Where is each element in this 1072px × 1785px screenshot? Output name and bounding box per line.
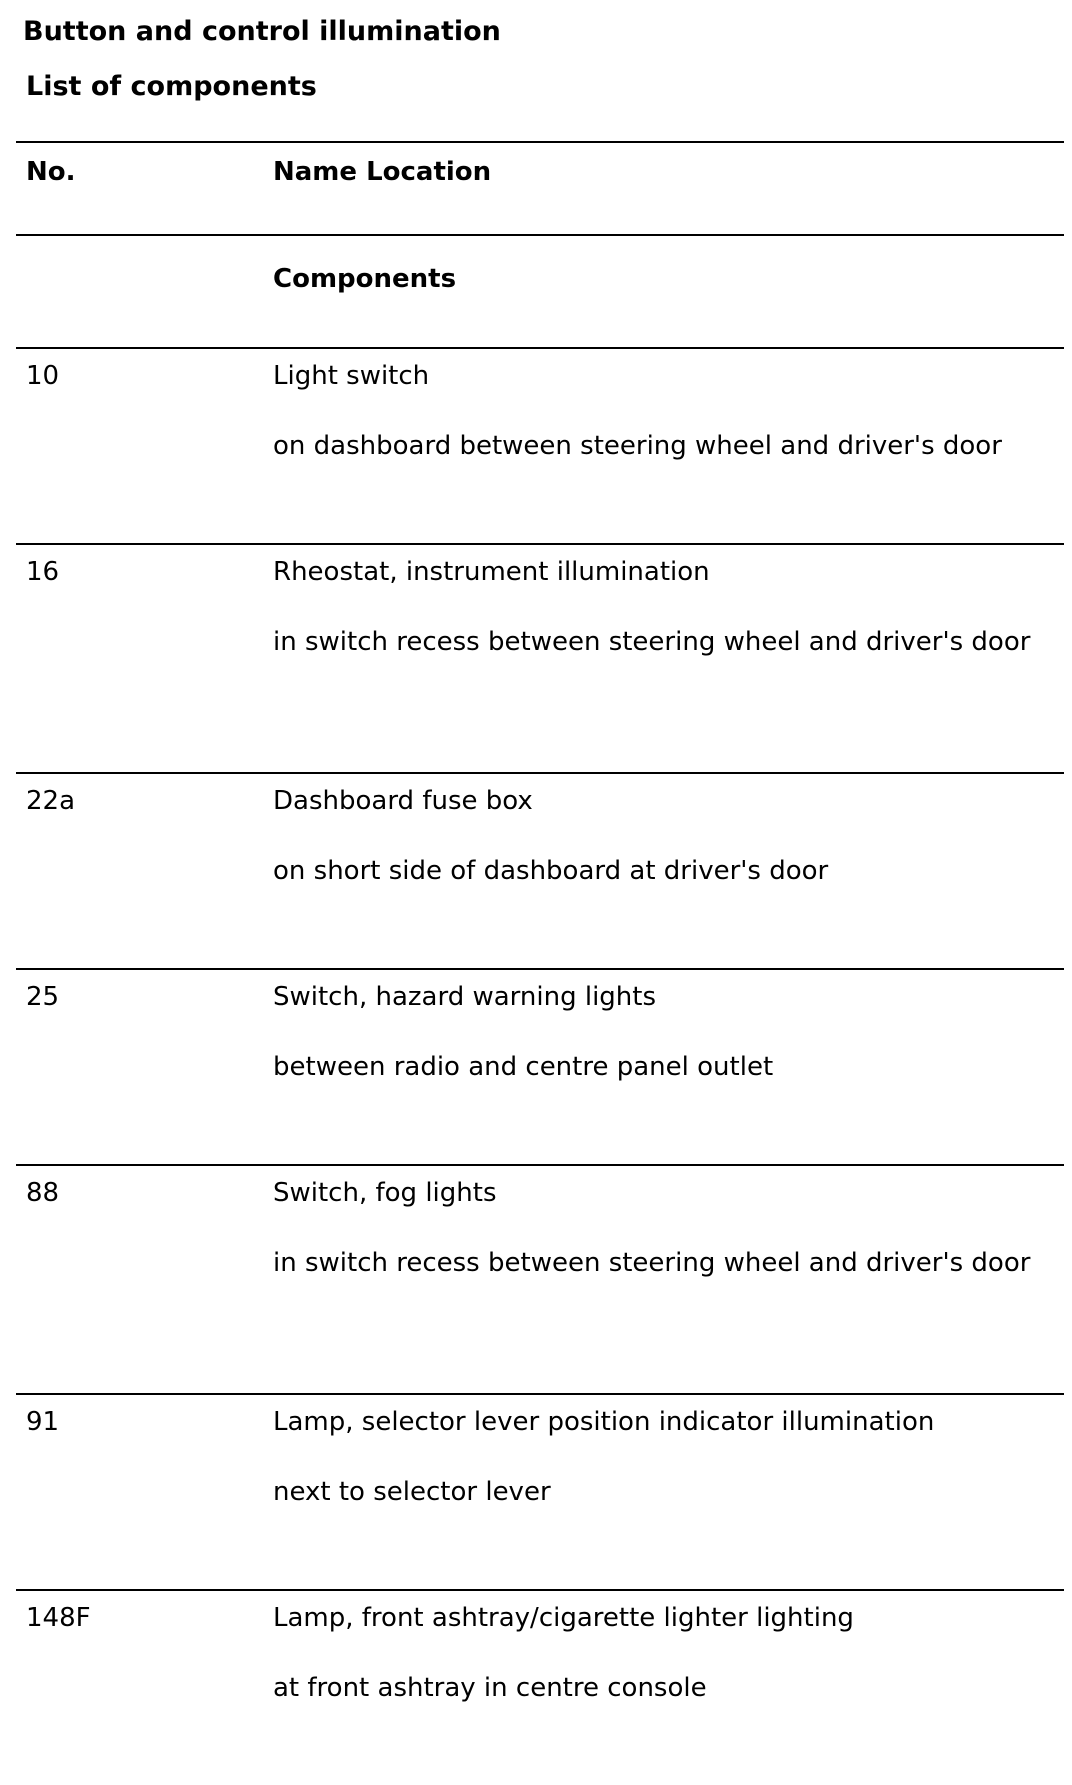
section-row [16,234,1064,347]
component-name: Switch, fog lights [273,1178,497,1208]
table-row [16,1164,1064,1393]
component-details [273,1176,1068,1280]
component-details [273,359,1068,463]
component-details [273,784,1068,888]
component-location: in switch recess between steering wheel and driver's door [273,627,1031,657]
component-location: in switch recess between steering wheel and driver's door [273,1248,1031,1278]
page-title: Button and control illumination [23,16,501,47]
component-details [273,980,1068,1084]
header-no: No. [26,157,76,187]
component-location: at front ashtray in centre console [273,1673,707,1703]
component-name: Dashboard fuse box [273,786,533,816]
component-name: Light switch [273,361,430,391]
table-row [16,347,1064,543]
table-row [16,1589,1064,1785]
table-row [16,968,1064,1164]
component-number: 10 [26,361,60,391]
table-header-row [16,141,1064,234]
page-subtitle: List of components [26,71,317,102]
component-location: next to selector lever [273,1477,551,1507]
components-table [16,141,1064,1785]
component-number: 88 [26,1178,60,1208]
component-details [273,555,1068,659]
component-details [273,1405,1068,1509]
header-name-location: Name Location [273,157,492,187]
component-name: Lamp, front ashtray/cigarette lighter lighting [273,1603,854,1633]
table-row [16,772,1064,968]
component-number: 148F [26,1603,91,1633]
component-number: 91 [26,1407,60,1437]
component-name: Switch, hazard warning lights [273,982,657,1012]
component-location: on dashboard between steering wheel and driver's door [273,431,1002,461]
table-row [16,543,1064,772]
component-name: Lamp, selector lever position indicator illumination [273,1407,935,1437]
component-details [273,1601,1068,1705]
component-number: 25 [26,982,60,1012]
component-name: Rheostat, instrument illumination [273,557,710,587]
component-number: 16 [26,557,60,587]
component-location: between radio and centre panel outlet [273,1052,774,1082]
table-row [16,1393,1064,1589]
component-location: on short side of dashboard at driver's door [273,856,829,886]
section-label: Components [273,264,457,294]
component-number: 22a [26,786,76,816]
